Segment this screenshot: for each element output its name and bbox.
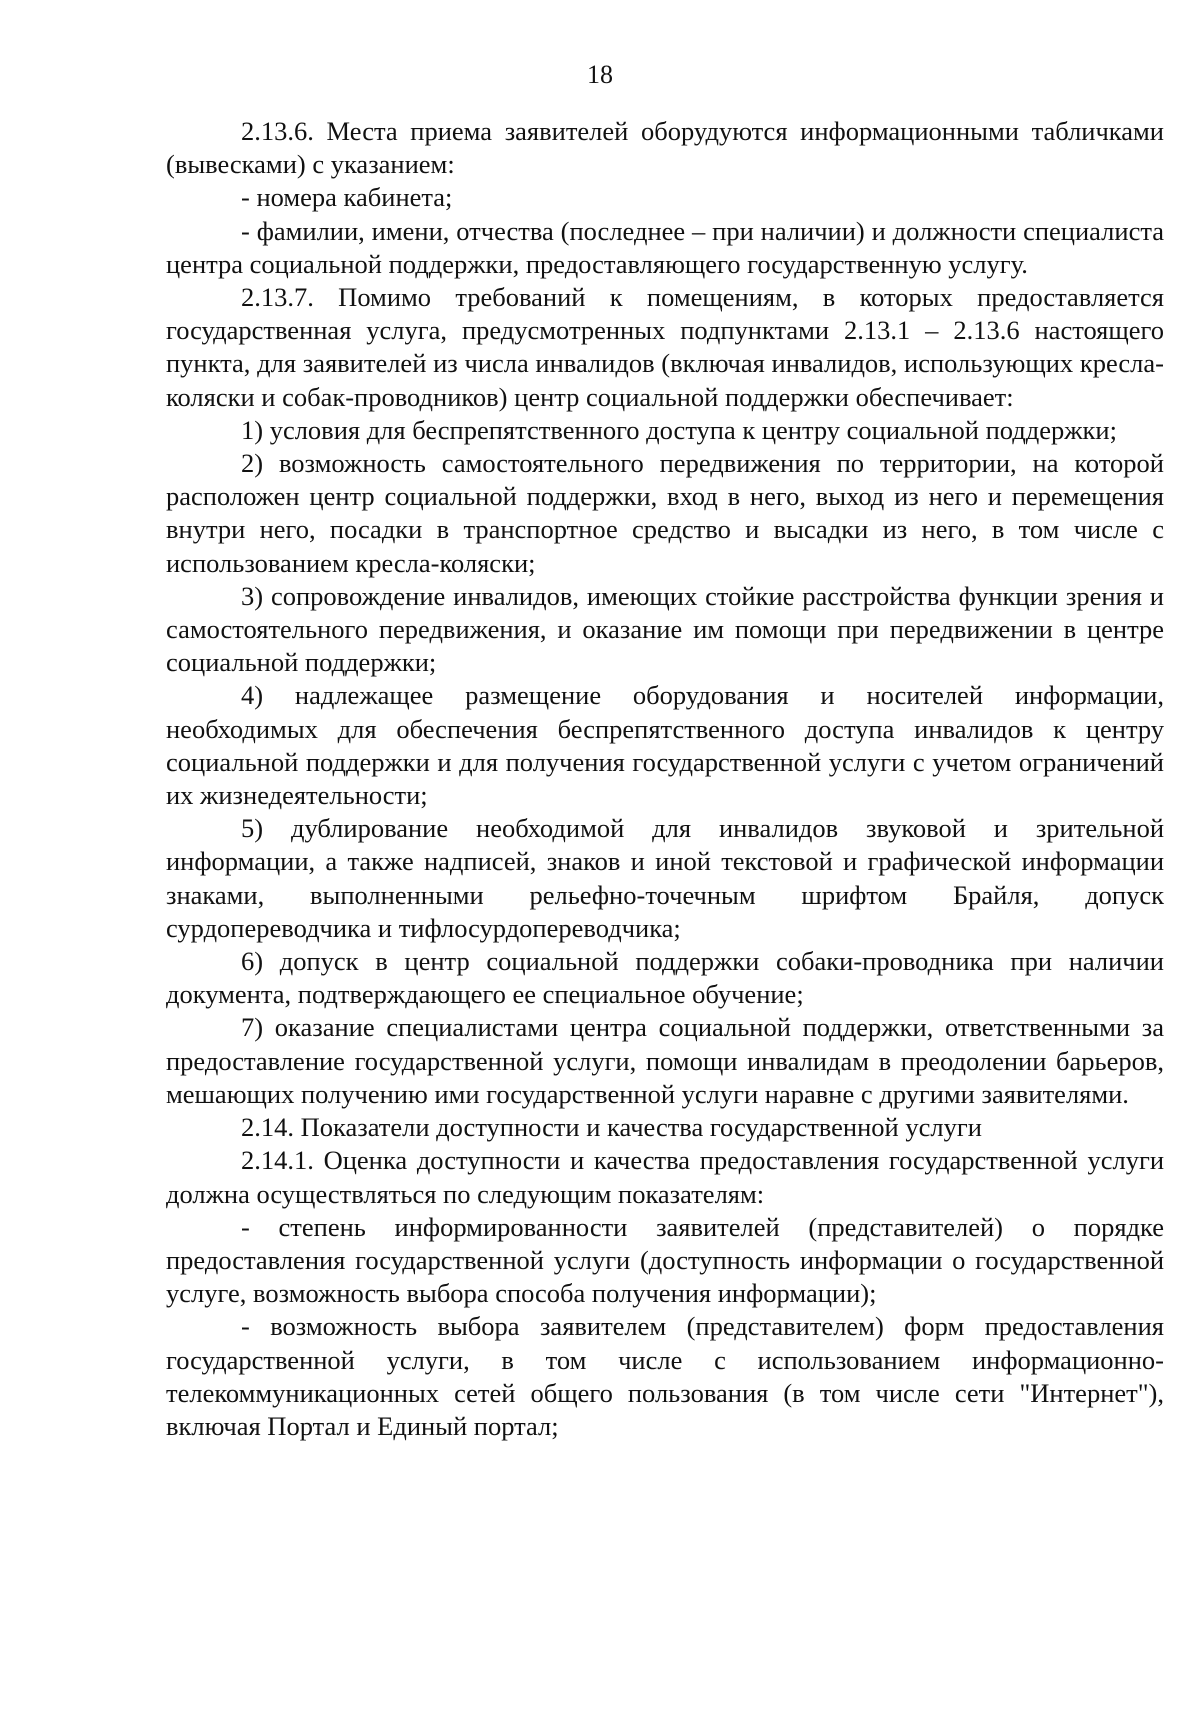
list-item-3: 3) сопровождение инвалидов, имеющих стойкие расстройства функции зрения и самостоятельного передвижения, и оказание им помощи при передвижении в центре социальной поддержки; [166,580,1164,678]
list-item-2: 2) возможность самостоятельного передвижения по территории, на которой расположен центр социальной поддержки, вход в него, выход из него и перемещения внутри него, посадки в транспортное средство и высадки из него, в том числе с использованием кресла-коляски; [166,448,1164,578]
list-item-form-choice: - возможность выбора заявителем (представителем) форм предоставления государственной услуги, в том числе с использованием информационно-телекоммуникационных сетей общего пользования (в том числе сети "Интернет"), включая Портал и Единый портал; [166,1311,1164,1441]
list-item-1: 1) условия для беспрепятственного доступа к центру социальной поддержки; [241,414,1117,445]
paragraph-2-13-7: 2.13.7. Помимо требований к помещениям, в которых предоставляется государственная услуга, предусмотренных подпунктами 2.13.1 – 2.13.6 настоящего пункта, для заявителей из числа инвалидов (включая инвалидов, использующих кресла-коляски и собак-проводников) центр социальной поддержки обеспечивает: [166,282,1164,412]
list-item-room-number: - номера кабинета; [241,182,453,213]
list-item-4: 4) надлежащее размещение оборудования и носителей информации, необходимых для обеспечения беспрепятственного доступа инвалидов к центру социальной поддержки и для получения государственной услуги с учетом ограничений их жизнедеятельности; [166,680,1164,811]
paragraph-2-14-1: 2.14.1. Оценка доступности и качества предоставления государственной услуги должна осуществляться по следующим показателям: [166,1145,1164,1209]
list-item-6: 6) допуск в центр социальной поддержки собаки-проводника при наличии документа, подтверждающего ее специальное обучение; [166,946,1164,1010]
list-item-7: 7) оказание специалистами центра социальной поддержки, ответственными за предоставление государственной услуги, помощи инвалидам в преодолении барьеров, мешающих получению ими государственной услуги наравне с другими заявителями. [166,1012,1164,1109]
list-item-informedness: - степень информированности заявителей (представителей) о порядке предоставления государственной услуги (доступность информации о государственной услуге, возможность выбора способа получения информации); [166,1211,1164,1309]
paragraph-2-13-6: 2.13.6. Места приема заявителей оборудуются информационными табличками (вывесками) с указанием: [166,116,1164,180]
section-heading-2-14: 2.14. Показатели доступности и качества государственной услуги [241,1112,982,1143]
list-item-5: 5) дублирование необходимой для инвалидов звуковой и зрительной информации, а также надписей, знаков и иной текстовой и графической информации знаками, выполненными рельефно-точечным шрифтом Брайля, допуск сурдопереводчика и тифлосурдопереводчика; [166,813,1164,943]
list-item-specialist-name: - фамилии, имени, отчества (последнее – при наличии) и должности специалиста центра социальной поддержки, предоставляющего государственную услугу. [166,215,1164,279]
page-number: 18 [587,60,613,89]
document-body [166,115,1164,1443]
